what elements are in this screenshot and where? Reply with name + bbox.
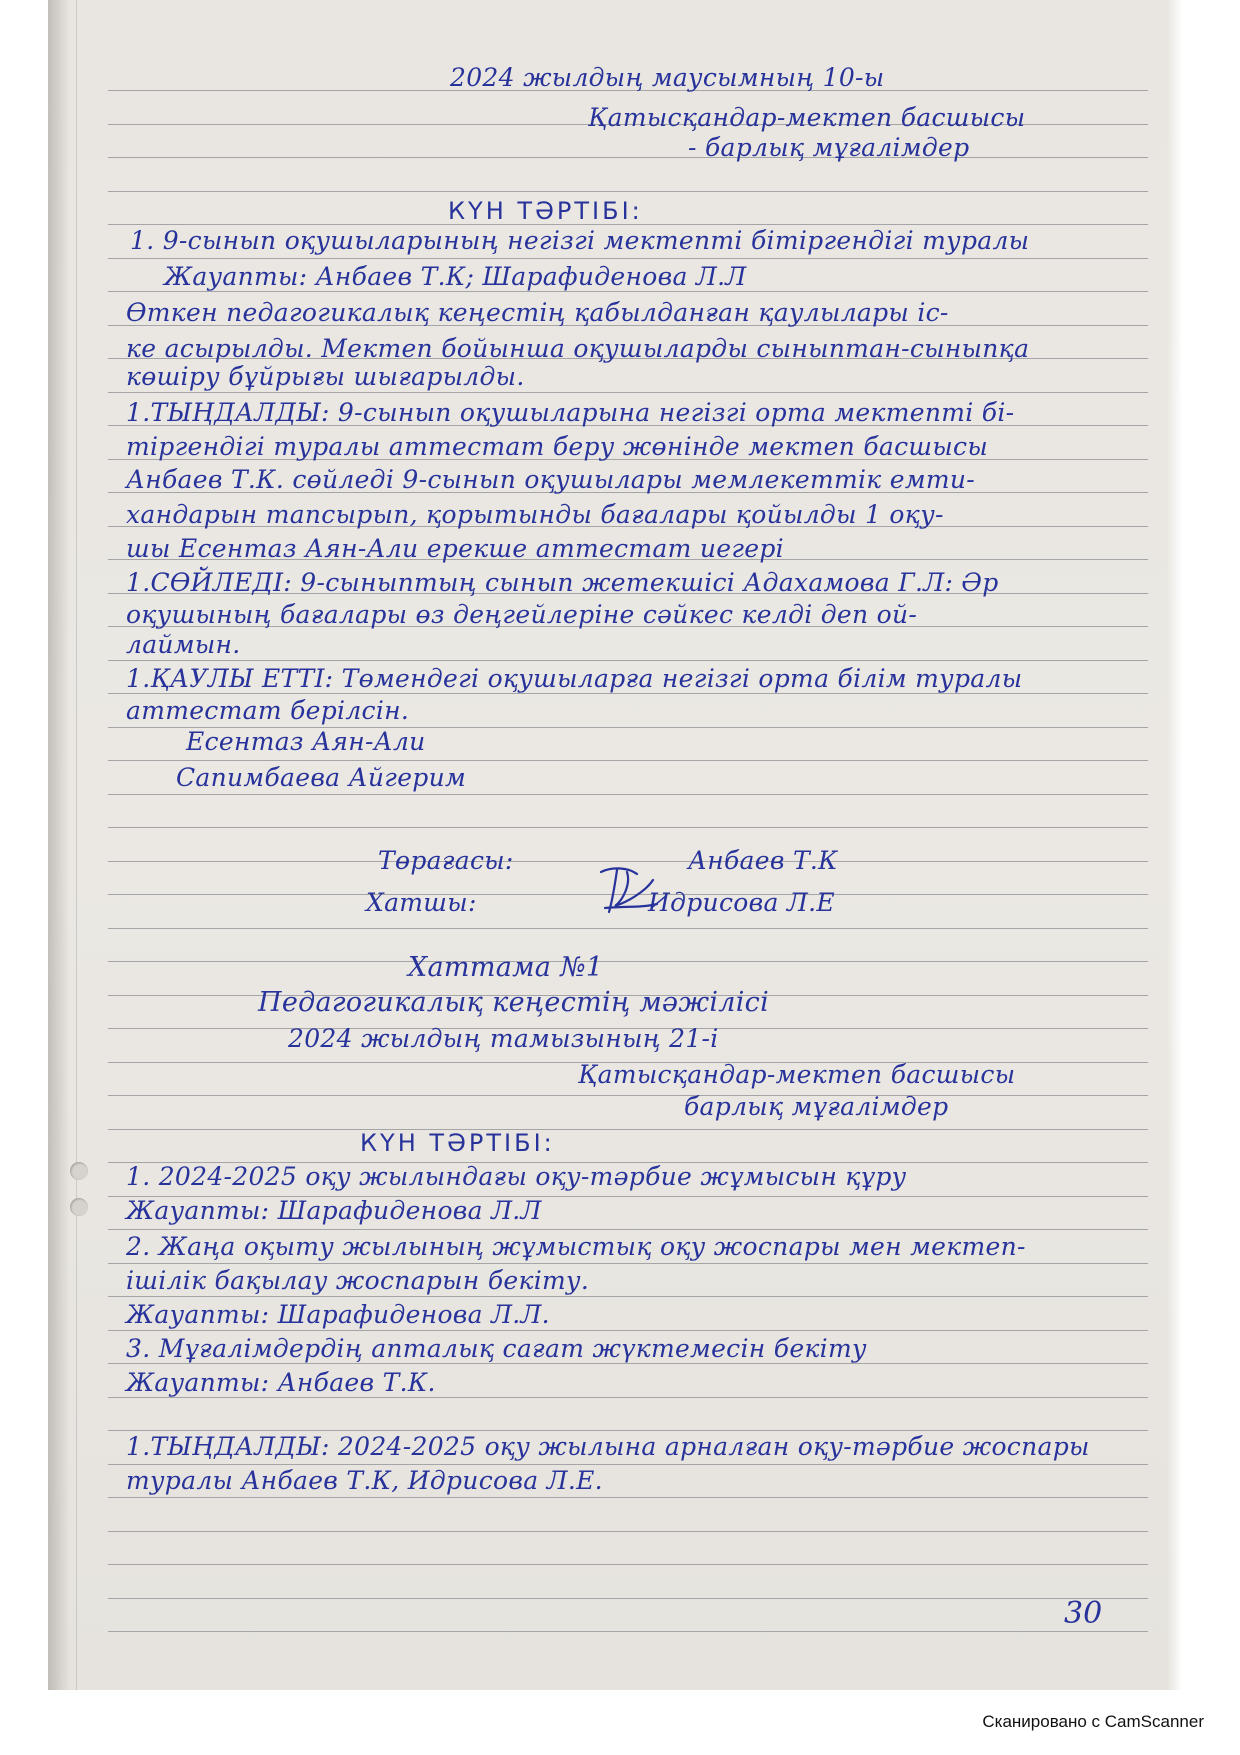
responsible-line: Жауапты: Шарафиденова Л.Л. [126,1300,550,1329]
ruled-line [108,1631,1148,1632]
body-line: Анбаев Т.К. сөйледі 9-сынып оқушылары мемлекеттік емти- [126,465,976,494]
secretary-name: Идрисова Л.Е [648,888,835,917]
ruled-line [108,794,1148,795]
ruled-line [108,660,1148,661]
ruled-line [108,1263,1148,1264]
ruled-line [108,1095,1148,1096]
student-name: Сапимбаева Айгерим [176,763,467,792]
ruled-line [108,1464,1148,1465]
ruled-line [108,760,1148,761]
secretary-label: Хатшы: [366,888,477,917]
meeting-title: Педагогикалық кеңестің мәжілісі [258,987,770,1018]
body-line: аттестат берілсін. [126,696,410,725]
ruled-line [108,1330,1148,1331]
signature-scribble [593,862,663,918]
binding-hole [70,1162,88,1180]
heard-line: 1.ТЫҢДАЛДЫ: 2024-2025 оқу жылына арналған оқу-тәрбие жоспары [126,1432,1090,1461]
scanned-notebook-page [48,0,1181,1690]
body-line: шы Есентаз Аян-Али ерекше аттестат иегері [126,534,784,563]
attendees-line: Қатысқандар-мектеп басшысы [588,103,1026,132]
ruled-line [108,191,1148,192]
ruled-line [108,1296,1148,1297]
agenda-item: 1. 2024-2025 оқу жылындағы оқу-тәрбие жұмысын құру [126,1162,907,1191]
scanner-watermark: Сканировано с CamScanner [982,1712,1204,1731]
responsible-line: Жауапты: Шарафиденова Л.Л [126,1196,542,1225]
ruled-line [108,1497,1148,1498]
agenda-item: 1. 9-сынып оқушыларының негізгі мектепті бітіргендігі туралы [130,226,1030,255]
attendees-line: - барлық мұғалімдер [688,133,970,162]
ruled-line [108,961,1148,962]
body-line: Өткен педагогикалық кеңестің қабылданған қаулылары іс- [126,298,949,327]
page-margin-line [76,0,77,1690]
page-number: 30 [1064,1596,1103,1631]
chair-label: Төрағасы: [378,846,514,875]
ruled-line [108,1430,1148,1431]
chair-name: Анбаев Т.К [688,846,838,875]
heard-line: 1.ТЫҢДАЛДЫ: 9-сынып оқушыларына негізгі орта мектепті бі- [126,398,1015,427]
agenda-heading: КҮН ТӘРТІБІ: [360,1129,555,1157]
ruled-line [108,1598,1148,1599]
page-edge-glare [1167,0,1181,1690]
body-line: оқушының бағалары өз деңгейлеріне сәйкес келді деп ой- [126,600,918,629]
responsible-line: Жауапты: Анбаев Т.К. [126,1368,436,1397]
body-line: лаймын. [126,630,241,659]
ruled-line [108,928,1148,929]
ruled-line [108,258,1148,259]
resolved-line: 1.ҚАУЛЫ ЕТТІ: Төмендегі оқушыларға негізгі орта білім туралы [126,664,1023,693]
ruled-line [108,1129,1148,1130]
protocol-heading: Хаттама №1 [408,952,604,983]
ruled-line [108,392,1148,393]
spoke-line: 1.СӨЙЛЕДІ: 9-сыныптың сынып жетекшісі Адахамова Г.Л: Әр [126,568,999,597]
meeting-date: 2024 жылдың тамызының 21-і [288,1024,719,1053]
page-fold-shadow [48,0,70,1690]
agenda-heading: КҮН ТӘРТІБІ: [448,197,643,225]
ruled-line [108,827,1148,828]
body-line: тіргендігі туралы аттестат беру жөнінде мектеп басшысы [126,432,989,461]
attendees-line: Қатысқандар-мектеп басшысы [578,1060,1016,1089]
ruled-line [108,1531,1148,1532]
ruled-line [108,1564,1148,1565]
body-line: хандарын тапсырып, қорытынды бағалары қойылды 1 оқу- [126,500,944,529]
responsible-line: Жауапты: Анбаев Т.К; Шарафиденова Л.Л [164,262,747,291]
ruled-line [108,157,1148,158]
body-line: көшіру бұйрығы шығарылды. [126,362,525,391]
attendees-line: барлық мұғалімдер [684,1092,949,1121]
agenda-item: 3. Мұғалімдердің апталық сағат жүктемесін бекіту [126,1334,867,1363]
ruled-line [108,1229,1148,1230]
body-line: ке асырылды. Мектеп бойынша оқушыларды сыныптан-сыныпқа [126,334,1030,363]
binding-hole [70,1198,88,1216]
body-line: туралы Анбаев Т.К, Идрисова Л.Е. [126,1466,603,1495]
agenda-item: ішілік бақылау жоспарын бекіту. [126,1266,590,1295]
agenda-item: 2. Жаңа оқыту жылының жұмыстық оқу жоспары мен мектеп- [126,1232,1026,1261]
student-name: Есентаз Аян-Али [186,727,426,756]
meeting-date: 2024 жылдың маусымның 10-ы [450,63,885,92]
